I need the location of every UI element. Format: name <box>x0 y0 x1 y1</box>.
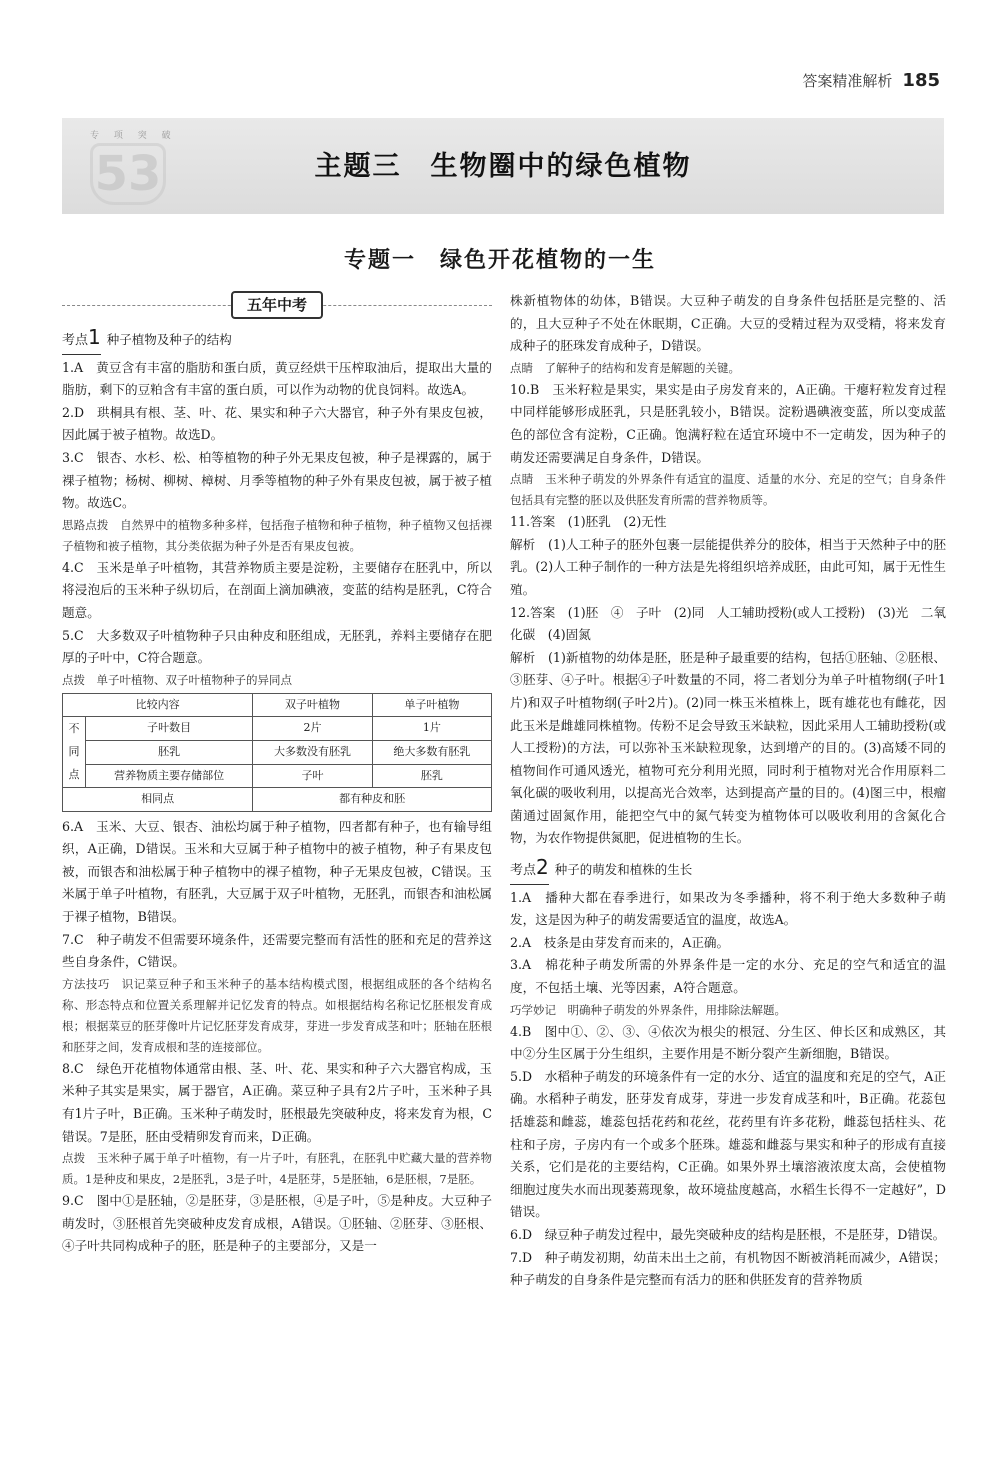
answer-3-note: 思路点拨 自然界中的植物多种多样，包括孢子植物和种子植物，种子植物又包括裸子植物和被子植物，其分类依据为种子外是否有果皮包被。 <box>62 517 492 553</box>
left-column <box>62 290 492 1258</box>
answer-12: 12.答案 (1)胚 ④ 子叶 (2)同 人工辅助授粉(或人工授粉) (3)光 二氧化碳 (4)固氮 <box>510 604 946 643</box>
section-badge: 五年中考 <box>231 291 323 320</box>
answer-10-note: 点睛 玉米种子萌发的外界条件有适宜的温度、适量的水分、充足的空气；自身条件包括具有完整的胚以及供胚发育所需的营养物质等。 <box>510 472 946 508</box>
section-divider <box>62 290 492 320</box>
kaodian-1-title: 种子植物及种子的结构 <box>106 332 232 347</box>
table-cell: 1片 <box>372 717 491 741</box>
kaodian-2-title: 种子的萌发和植株的生长 <box>554 862 693 878</box>
answer-b7: 7.D 种子萌发初期，幼苗未出土之前，有机物因不断被消耗而减少，A错误；种子萌发的自身条件是完整而有活力的胚和供胚发育的营养物质 <box>510 1249 946 1288</box>
table-cell: 2片 <box>253 717 372 741</box>
answer-8-note: 点拨 玉米种子属于单子叶植物，有一片子叶，有胚乳，在胚乳中贮藏大量的营养物质。1是种皮和果皮，2是胚乳，3是子叶，4是胚芽，5是胚轴，6是胚根，7是胚。 <box>62 1151 492 1187</box>
answer-b3: 3.A 棉花种子萌发所需的外界条件是一定的水分、充足的空气和适宜的温度，不包括土壤、光等因素，A符合题意。 <box>510 957 946 996</box>
table-header-cell: 比较内容 <box>63 693 253 717</box>
answer-10: 10.B 玉米籽粒是果实，果实是由子房发育来的，A正确。干瘪籽粒发育过程中同样能够形成胚乳，只是胚乳较小，B错误。淀粉遇碘液变蓝，所以变成蓝色的部位含有淀粉，C正确。饱满籽粒在适宜环境中不一定萌发，因为种子的萌发还需要满足自身条件，D错误。 <box>510 381 946 465</box>
answer-12-analysis: 解析 (1)新植物的幼体是胚，胚是种子最重要的结构，包括①胚轴、②胚根、③胚芽、④子叶。根据④子叶数量的不同，将二者划分为单子叶植物纲(子叶1片)和双子叶植物纲(子叶2片)。(2)同一株玉米植株上，既有雄花也有雌花，因此玉米是雌雄同株植物。传粉不足会导致玉米缺粒，因此采用人工辅助授粉(或人工授粉)的方法，可以弥补玉米缺粒现象，达到增产的目的。(3)高矮不同的植物间作可通风透光，植物可充分利用光照，同时利于植物对光合作用原料二氧化碳的吸收利用，以提高光合效率，达到提高产量的目的。(4)图三中，根瘤菌通过固氮作用，能把空气中的氮气转变为植物体可以吸收利用的含氮化合物，为农作物提供氮肥，促进植物的生长。 <box>510 649 946 846</box>
page-number: 185 <box>902 70 940 91</box>
comparison-table <box>62 693 492 812</box>
answer-b2: 2.A 枝条是由芽发育而来的，A正确。 <box>510 934 730 950</box>
answer-9-note: 点睛 了解种子的结构和发育是解题的关键。 <box>510 360 740 375</box>
theme-title: 主题三 生物圈中的绿色植物 <box>314 151 692 182</box>
answer-2: 2.D 珙桐具有根、茎、叶、花、果实和种子六大器官，种子外有果皮包被，因此属于被子植物。故选D。 <box>62 404 492 443</box>
kaodian-2-label <box>510 856 549 885</box>
answer-9-continued: 株新植物体的幼体，B错误。大豆种子萌发的自身条件包括胚是完整的、活的，且大豆种子不处在休眠期，C正确。大豆的受精过程为双受精，将来发育成种子的胚珠发育成种子，D错误。 <box>510 293 946 354</box>
table-cell: 营养物质主要存储部位 <box>86 764 253 788</box>
table-cell: 胚乳 <box>86 740 253 764</box>
kaodian-number: 2 <box>536 855 549 880</box>
answer-1: 1.A 黄豆含有丰富的脂肪和蛋白质，黄豆经烘干压榨取油后，提取出大量的脂肪，剩下的豆粕含有丰富的蛋白质，可以作为动物的优良饲料。故选A。 <box>62 359 492 398</box>
kaodian-prefix: 考点 <box>510 863 537 879</box>
running-header <box>802 70 940 91</box>
answer-b1: 1.A 播种大都在春季进行，如果改为冬季播种，将不利于绝大多数种子萌发，这是因为种子的萌发需要适宜的温度，故选A。 <box>510 889 946 928</box>
header-text: 答案精准解析 <box>802 72 893 90</box>
table-cell: 相同点 <box>63 788 253 812</box>
right-column <box>510 290 946 1292</box>
table-cell: 胚乳 <box>372 764 491 788</box>
answer-11: 11.答案 (1)胚乳 (2)无性 <box>510 514 667 530</box>
answer-9: 9.C 图中①是胚轴，②是胚芽，③是胚根，④是子叶，⑤是种皮。大豆种子萌发时，③胚根首先突破种皮发育成根，A错误。①胚轴、②胚芽、③胚根、④子叶共同构成种子的胚，胚是种子的主要部分，又是一 <box>62 1193 492 1254</box>
table-cell: 绝大多数有胚乳 <box>372 740 491 764</box>
table-cell: 子叶 <box>253 764 372 788</box>
answer-7: 7.C 种子萌发不但需要环境条件，还需要完整而有活性的胚和充足的营养这些自身条件，C错误。 <box>62 931 492 970</box>
topic-title: 专题一 绿色开花植物的一生 <box>343 248 656 273</box>
logo-top-text: 专 项 突 破 <box>90 131 177 141</box>
table-header-cell: 单子叶植物 <box>372 693 491 717</box>
answer-b5: 5.D 水稻种子萌发的环境条件有一定的水分、适宜的温度和充足的空气，A正确。水稻种子萌发，胚芽发育成芽，芽进一步发育成茎和叶，B正确。花蕊包括雄蕊和雌蕊，雄蕊包括花药和花丝，花药里有许多花粉，雌蕊包括柱头、花柱和子房，子房内有一个或多个胚珠。雄蕊和雌蕊与果实和种子的形成有直接关系，它们是花的主要结构，C正确。如果外界土壤溶液浓度太高，会使植物细胞过度失水而出现萎蔫现象，故环境盐度越高，水稻生长得不一定越好”，D错误。 <box>510 1068 946 1220</box>
answer-b3-note: 巧学妙记 明确种子萌发的外界条件，用排除法解题。 <box>510 1002 786 1017</box>
answer-3: 3.C 银杏、水杉、松、柏等植物的种子外无果皮包被，种子是裸露的，属于裸子植物；杨树、柳树、樟树、月季等植物的种子外有果皮包被，属于被子植物。故选C。 <box>62 449 492 511</box>
kaodian-prefix: 考点 <box>62 333 89 348</box>
table-cell: 子叶数目 <box>86 717 253 741</box>
answer-5: 5.C 大多数双子叶植物种子只由种皮和胚组成，无胚乳，养料主要储存在肥厚的子叶中，C符合题意。 <box>62 627 492 666</box>
logo-number: 53 <box>90 143 166 205</box>
answer-4: 4.C 玉米是单子叶植物，其营养物质主要是淀粉，主要储存在胚乳中，所以将浸泡后的玉米种子纵切后，在剖面上滴加碘液，变蓝的结构是胚乳，C符合题意。 <box>62 559 492 620</box>
kaodian-2-heading <box>510 856 946 885</box>
table-row <box>63 693 492 717</box>
table-row <box>63 788 492 812</box>
table-row <box>63 717 492 741</box>
kaodian-number: 1 <box>88 325 101 349</box>
table-row <box>63 764 492 788</box>
table-cell: 大多数没有胚乳 <box>253 740 372 764</box>
table-row <box>63 740 492 764</box>
answer-11-analysis: 解析 (1)人工种子的胚外包裹一层能提供养分的胶体，相当于天然种子中的胚乳。(2)人工种子制作的一种方法是先将组织培养成胚，由此可知，属于无性生殖。 <box>510 536 946 597</box>
answer-5-note: 点拨 单子叶植物、双子叶植物种子的异同点 <box>62 672 292 687</box>
table-cell: 都有种皮和胚 <box>253 788 492 812</box>
title-band <box>62 118 944 214</box>
table-side-cell: 不同点 <box>63 717 86 788</box>
answer-b6: 6.D 绿豆种子萌发过程中，最先突破种皮的结构是胚根，不是胚芽，D错误。 <box>510 1226 946 1242</box>
answer-b4: 4.B 图中①、②、③、④依次为根尖的根冠、分生区、伸长区和成熟区，其中②分生区属于分生组织，主要作用是不断分裂产生新细胞，B错误。 <box>510 1023 946 1062</box>
answer-7-note: 方法技巧 识记菜豆种子和玉米种子的基本结构模式图，根据组成胚的各个结构名称、形态特点和位置关系理解并记忆发育的特点。如根据结构名称记忆胚根发育成根；根据菜豆的胚芽像叶片记忆胚芽发育成芽，芽进一步发育成茎和叶；胚轴在胚根和胚芽之间，发育成根和茎的连接部位。 <box>62 976 492 1054</box>
answer-8: 8.C 绿色开花植物体通常由根、茎、叶、花、果实和种子六大器官构成，玉米种子其实是果实，属于器官，A正确。菜豆种子具有2片子叶，玉米种子具有1片子叶，B正确。玉米种子萌发时，胚根最先突破种皮，将来发育为根，C错误。7是胚，胚由受精卵发育而来，D正确。 <box>62 1060 492 1144</box>
kaodian-1-label <box>62 326 101 355</box>
answer-6: 6.A 玉米、大豆、银杏、油松均属于种子植物，四者都有种子，也有输导组织，A正确，D错误。玉米和大豆属于种子植物中的被子植物，种子有果皮包被，而银杏和油松属于种子植物中的裸子植物，种子无果皮包被，C错误。玉米属于单子叶植物，有胚乳，大豆属于双子叶植物，无胚乳，而银杏和油松属于裸子植物，B错误。 <box>62 818 492 925</box>
table-header-cell: 双子叶植物 <box>253 693 372 717</box>
kaodian-1-heading <box>62 326 492 355</box>
